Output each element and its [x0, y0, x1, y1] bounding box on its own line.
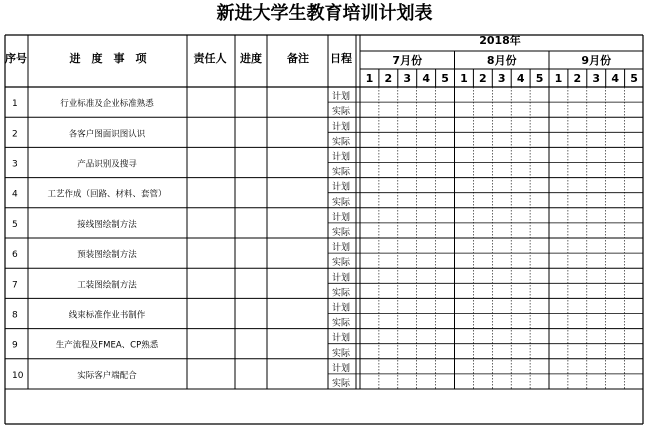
row-item: 实际客户端配合: [77, 370, 137, 381]
header-owner: 责任人: [193, 52, 227, 65]
week-number: 3: [403, 72, 412, 85]
plan-label: 计划: [331, 92, 351, 103]
actual-label: 实际: [331, 318, 351, 329]
week-number: 1: [554, 72, 563, 85]
row-number: 5: [12, 219, 18, 230]
actual-label: 实际: [331, 167, 351, 178]
row-number: 4: [12, 189, 18, 200]
week-number: 2: [573, 72, 582, 85]
actual-label: 实际: [331, 348, 351, 359]
row-item: 预装图绘制方法: [77, 250, 137, 261]
row-number: 6: [12, 250, 18, 261]
week-number: 5: [535, 72, 544, 85]
header-progress: 进度: [240, 52, 262, 65]
week-number: 4: [611, 72, 619, 85]
plan-label: 计划: [331, 333, 351, 344]
header-remark: 备注: [287, 52, 309, 65]
row-item: 行业标准及企业标准熟悉: [60, 99, 154, 110]
header-year: 2018年: [479, 34, 521, 47]
row-item: 接线图绘制方法: [77, 219, 137, 230]
plan-label: 计划: [331, 363, 351, 374]
plan-label: 计划: [331, 182, 351, 193]
actual-label: 实际: [331, 107, 351, 118]
row-item: 产品识别及搜寻: [77, 159, 137, 170]
row-number: 1: [12, 99, 18, 110]
week-number: 2: [479, 72, 487, 85]
week-number: 1: [365, 72, 374, 85]
actual-label: 实际: [331, 288, 351, 299]
row-item: 线束标准作业书制作: [68, 310, 146, 321]
week-number: 2: [384, 72, 393, 85]
header-schedule: 日程: [330, 52, 352, 65]
row-number: 9: [12, 340, 18, 351]
plan-label: 计划: [331, 122, 351, 133]
table-header: [5, 33, 521, 65]
header-item: 进 度 事 项: [69, 52, 147, 65]
week-number: 5: [630, 72, 638, 85]
actual-label: 实际: [331, 137, 351, 148]
plan-label: 计划: [331, 273, 351, 284]
month-label: 9月份: [581, 54, 612, 67]
row-number: 3: [12, 159, 18, 170]
actual-label: 实际: [331, 379, 351, 389]
week-number: 4: [422, 72, 430, 85]
month-label: 8月份: [486, 54, 517, 67]
row-item: 工装图绘制方法: [77, 280, 137, 291]
plan-label: 计划: [331, 243, 351, 254]
actual-label: 实际: [331, 258, 351, 269]
week-number: 1: [460, 72, 468, 85]
plan-label: 计划: [331, 152, 351, 163]
row-number: 10: [12, 370, 24, 381]
row-item: 生产流程及FMEA、CP熟悉: [55, 340, 159, 351]
month-label: 7月份: [392, 54, 423, 67]
actual-label: 实际: [331, 197, 351, 208]
page-title: 新进大学生教育培训计划表: [216, 3, 433, 24]
plan-label: 计划: [331, 212, 351, 223]
week-number: 4: [516, 72, 525, 85]
header-seq: 序号: [5, 52, 27, 65]
table-body: [12, 53, 638, 389]
week-number: 3: [497, 72, 506, 85]
row-number: 8: [12, 310, 18, 321]
week-number: 3: [592, 72, 601, 85]
week-number: 5: [441, 72, 449, 85]
actual-label: 实际: [331, 228, 351, 238]
plan-label: 计划: [331, 303, 351, 314]
row-item: 各客户图面识图认识: [68, 129, 146, 140]
row-item: 工艺作成（回路、材料、套管）: [47, 189, 167, 200]
row-number: 7: [12, 280, 18, 291]
row-number: 2: [12, 129, 18, 140]
